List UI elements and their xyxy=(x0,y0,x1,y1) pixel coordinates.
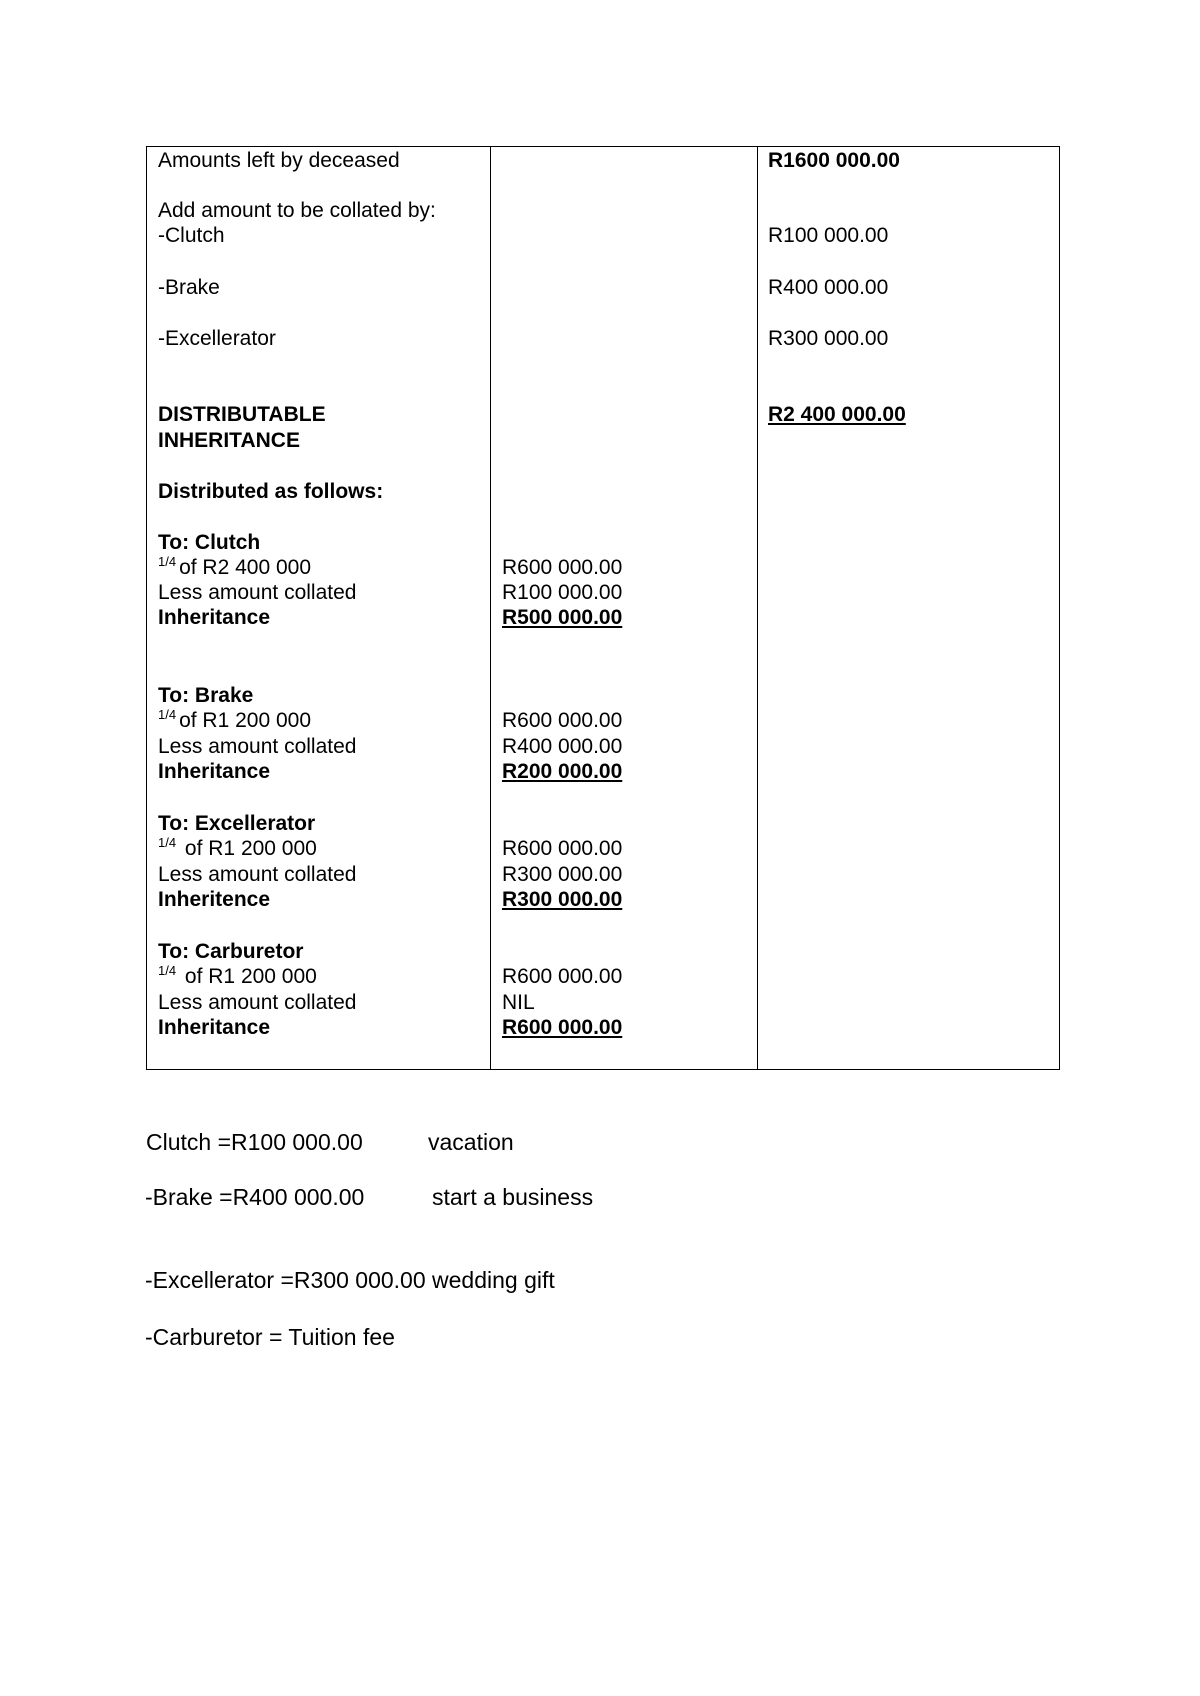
collated-clutch-label: -Clutch xyxy=(158,224,225,247)
share-of-amount: of R1 200 000 xyxy=(179,709,312,732)
collated-value: R100 000.00 xyxy=(502,581,623,604)
inheritance-value: R500 000.00 xyxy=(502,606,623,629)
note-clutch-purpose: vacation xyxy=(428,1129,514,1155)
collated-brake-value: R400 000.00 xyxy=(768,276,889,299)
note-carburetor: -Carburetor = Tuition fee xyxy=(145,1324,395,1350)
note-clutch: Clutch =R100 000.00 xyxy=(146,1129,363,1155)
fraction-quarter: 1/4 xyxy=(158,963,177,978)
collated-value: R400 000.00 xyxy=(502,735,623,758)
add-collated-label: Add amount to be collated by: xyxy=(158,199,436,222)
inheritance-label: Inheritance xyxy=(158,1016,271,1039)
inheritance-label: Inheritence xyxy=(158,888,271,911)
collated-excellerator-value: R300 000.00 xyxy=(768,327,889,350)
inheritance-table xyxy=(146,146,1060,1070)
column-divider-2 xyxy=(757,147,758,1069)
distributable-label-1: DISTRIBUTABLE xyxy=(158,403,326,426)
fraction-quarter: 1/4 xyxy=(158,835,177,850)
amounts-left-label: Amounts left by deceased xyxy=(158,149,400,172)
note-excellerator: -Excellerator =R300 000.00 wedding gift xyxy=(145,1267,555,1293)
share-value: R600 000.00 xyxy=(502,556,623,579)
inheritance-value: R300 000.00 xyxy=(502,888,623,911)
note-brake: -Brake =R400 000.00 xyxy=(145,1184,365,1210)
share-fraction-line xyxy=(158,555,311,583)
share-value: R600 000.00 xyxy=(502,709,623,732)
distributable-value: R2 400 000.00 xyxy=(768,403,906,426)
less-collated-label: Less amount collated xyxy=(158,581,357,604)
column-divider-1 xyxy=(490,147,491,1069)
share-fraction-line xyxy=(158,708,311,736)
collated-brake-label: -Brake xyxy=(158,276,220,299)
heir-heading: To: Excellerator xyxy=(158,812,316,835)
inheritance-value: R600 000.00 xyxy=(502,1016,623,1039)
fraction-quarter: 1/4 xyxy=(158,554,177,569)
less-collated-label: Less amount collated xyxy=(158,863,357,886)
heir-heading: To: Carburetor xyxy=(158,940,304,963)
heir-heading: To: Clutch xyxy=(158,531,261,554)
inheritance-value: R200 000.00 xyxy=(502,760,623,783)
collated-value: R300 000.00 xyxy=(502,863,623,886)
share-fraction-line xyxy=(158,836,317,864)
share-of-amount: of R1 200 000 xyxy=(179,837,317,860)
less-collated-label: Less amount collated xyxy=(158,991,357,1014)
fraction-quarter: 1/4 xyxy=(158,707,177,722)
share-value: R600 000.00 xyxy=(502,837,623,860)
distributed-as-label: Distributed as follows: xyxy=(158,480,384,503)
note-brake-purpose: start a business xyxy=(432,1184,594,1210)
less-collated-label: Less amount collated xyxy=(158,735,357,758)
heir-heading: To: Brake xyxy=(158,684,254,707)
share-value: R600 000.00 xyxy=(502,965,623,988)
inheritance-label: Inheritance xyxy=(158,760,271,783)
collated-value: NIL xyxy=(502,991,535,1014)
inheritance-label: Inheritance xyxy=(158,606,271,629)
amounts-left-value: R1600 000.00 xyxy=(768,149,900,172)
collated-excellerator-label: -Excellerator xyxy=(158,327,276,350)
share-of-amount: of R2 400 000 xyxy=(179,556,312,579)
share-fraction-line xyxy=(158,964,317,992)
share-of-amount: of R1 200 000 xyxy=(179,965,317,988)
distributable-label-2: INHERITANCE xyxy=(158,429,300,452)
collated-clutch-value: R100 000.00 xyxy=(768,224,889,247)
